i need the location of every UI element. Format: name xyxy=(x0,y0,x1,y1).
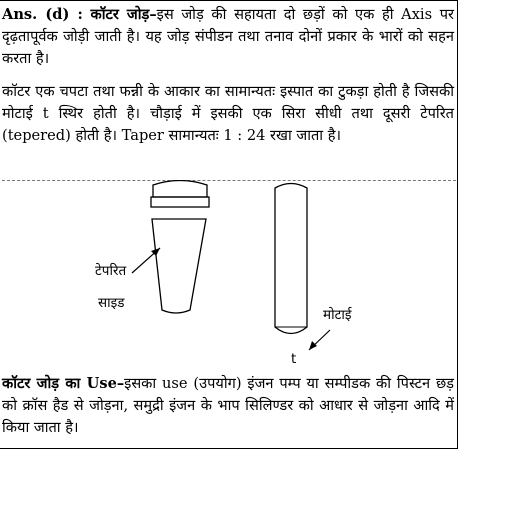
cotter-bar-shape xyxy=(275,184,307,334)
tapered-side-label-line2: साइड xyxy=(98,295,125,311)
use-heading: कॉटर जोड़ का Use– xyxy=(2,375,125,392)
tapered-cotter-shape xyxy=(152,219,206,313)
intro-text: इस जोड़ की सहायता दो छड़ों को एक ही Axis पर दृढ़तापूर्वक जोड़ी जाती है। यह जोड़ संपीडन तथा तनाव दोनों प्रकार के भारों को सहन करता है। xyxy=(2,6,455,67)
cotter-description-paragraph: कॉटर एक चपटा तथा फन्नी के आकार का सामान्यतः इस्पात का टुकड़ा होती है जिसकी मोटाई t स्थिर होती है। चौड़ाई में इसकी एक सिरा सीधी तथा दूसरी टेपरित (tepered) होती है। Taper सामान्यतः 1 : 24 रखा जाता है। xyxy=(2,83,454,144)
use-text: इसका use (उपयोग) इंजन पम्प या सम्पीडक की पिस्टन छड़ को क्रॉस हैड से जोड़ना, समुद्री इंजन के भाप सिलिण्डर को आधार से जोड़ना आदि में किया जाता है। xyxy=(2,375,454,436)
cotter-diagram xyxy=(0,180,458,372)
use-paragraph xyxy=(2,373,454,439)
cotter-cap-shape xyxy=(153,181,207,198)
thickness-t-label: t xyxy=(291,351,297,367)
cotter-cap-band xyxy=(151,197,209,207)
tapered-side-label-line1: टेपरित xyxy=(95,263,127,279)
answer-intro-paragraph xyxy=(2,4,454,70)
top-border xyxy=(0,0,458,1)
answer-label: Ans. (d) : xyxy=(2,6,83,23)
thickness-label: मोटाई xyxy=(323,307,352,323)
thickness-arrowhead xyxy=(309,341,317,350)
cotter-joint-term: कॉटर जोड़– xyxy=(90,6,157,23)
